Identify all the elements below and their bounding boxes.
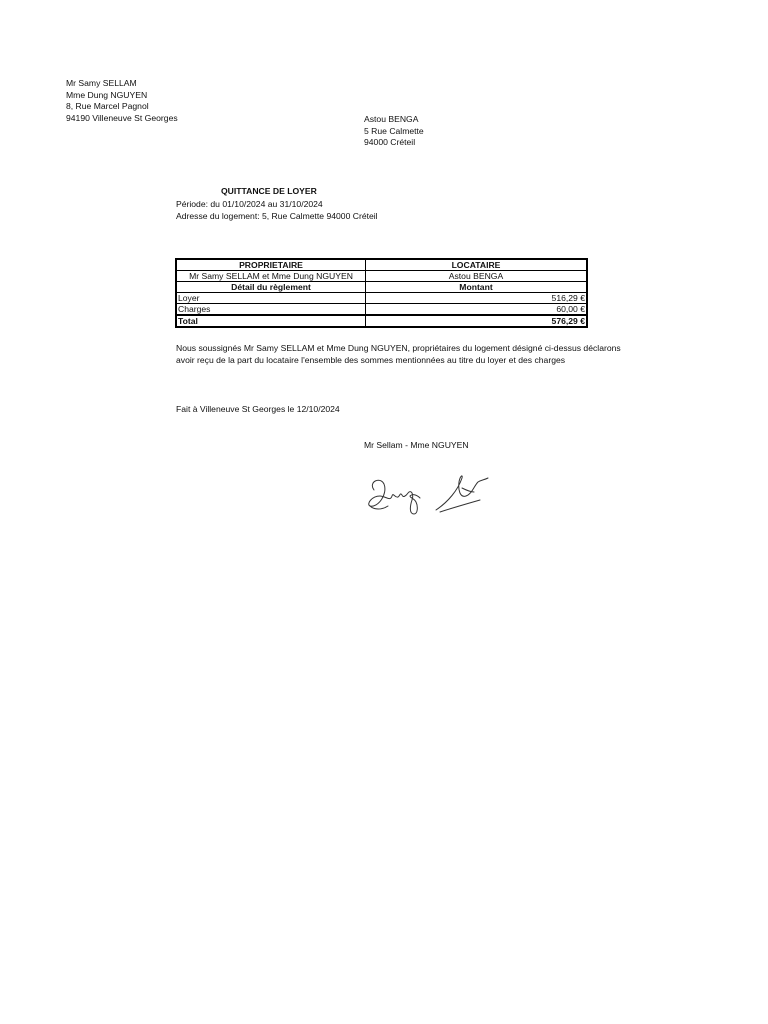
owner-name: Mr Samy SELLAM et Mme Dung NGUYEN [176, 271, 366, 282]
sender-name-2: Mme Dung NGUYEN [66, 89, 148, 100]
tenant-name: Astou BENGA [366, 271, 588, 282]
charges-amount: 60,00 € [366, 304, 588, 316]
total-label: Total [176, 315, 366, 327]
recipient-city: 94000 Créteil [364, 137, 416, 147]
sender-street: 8, Rue Marcel Pagnol [66, 101, 149, 111]
signer-names: Mr Sellam - Mme NGUYEN [364, 440, 469, 450]
sender-city: 94190 Villeneuve St Georges [66, 112, 178, 123]
charges-label: Charges [176, 304, 366, 316]
statement-line-1: Nous soussignés Mr Samy SELLAM et Mme Dung NGUYEN, propriétaires du logement désigné ci-dessus déclarons [176, 343, 621, 353]
statement [176, 343, 621, 366]
period-line: Période: du 01/10/2024 au 31/10/2024 [176, 199, 323, 209]
sender-address [66, 78, 178, 124]
statement-line-2: avoir reçu de la part du locataire l'ensemble des sommes mentionnées au titre du loyer et des charges [176, 354, 566, 365]
recipient-address [364, 114, 424, 149]
property-address-line: Adresse du logement: 5, Rue Calmette 94000 Créteil [176, 210, 378, 221]
sender-name-1: Mr Samy SELLAM [66, 78, 137, 88]
detail-header: Détail du règlement [176, 282, 366, 293]
tenant-header: LOCATAIRE [366, 259, 588, 271]
recipient-name: Astou BENGA [364, 114, 419, 124]
amount-header: Montant [366, 282, 588, 293]
table-row [176, 259, 587, 271]
recipient-street: 5 Rue Calmette [364, 125, 424, 136]
receipt-meta [176, 199, 378, 222]
document-title: QUITTANCE DE LOYER [221, 186, 317, 196]
table-row [176, 271, 587, 282]
rent-amount: 516,29 € [366, 293, 588, 304]
table-row [176, 315, 587, 327]
table-row [176, 282, 587, 293]
place-and-date: Fait à Villeneuve St Georges le 12/10/2024 [176, 404, 340, 414]
total-amount: 576,29 € [366, 315, 588, 327]
table-row [176, 293, 587, 304]
rent-label: Loyer [176, 293, 366, 304]
handwritten-signature [362, 462, 494, 522]
owner-header: PROPRIETAIRE [176, 259, 366, 271]
payment-table [175, 258, 588, 328]
table-row [176, 304, 587, 316]
